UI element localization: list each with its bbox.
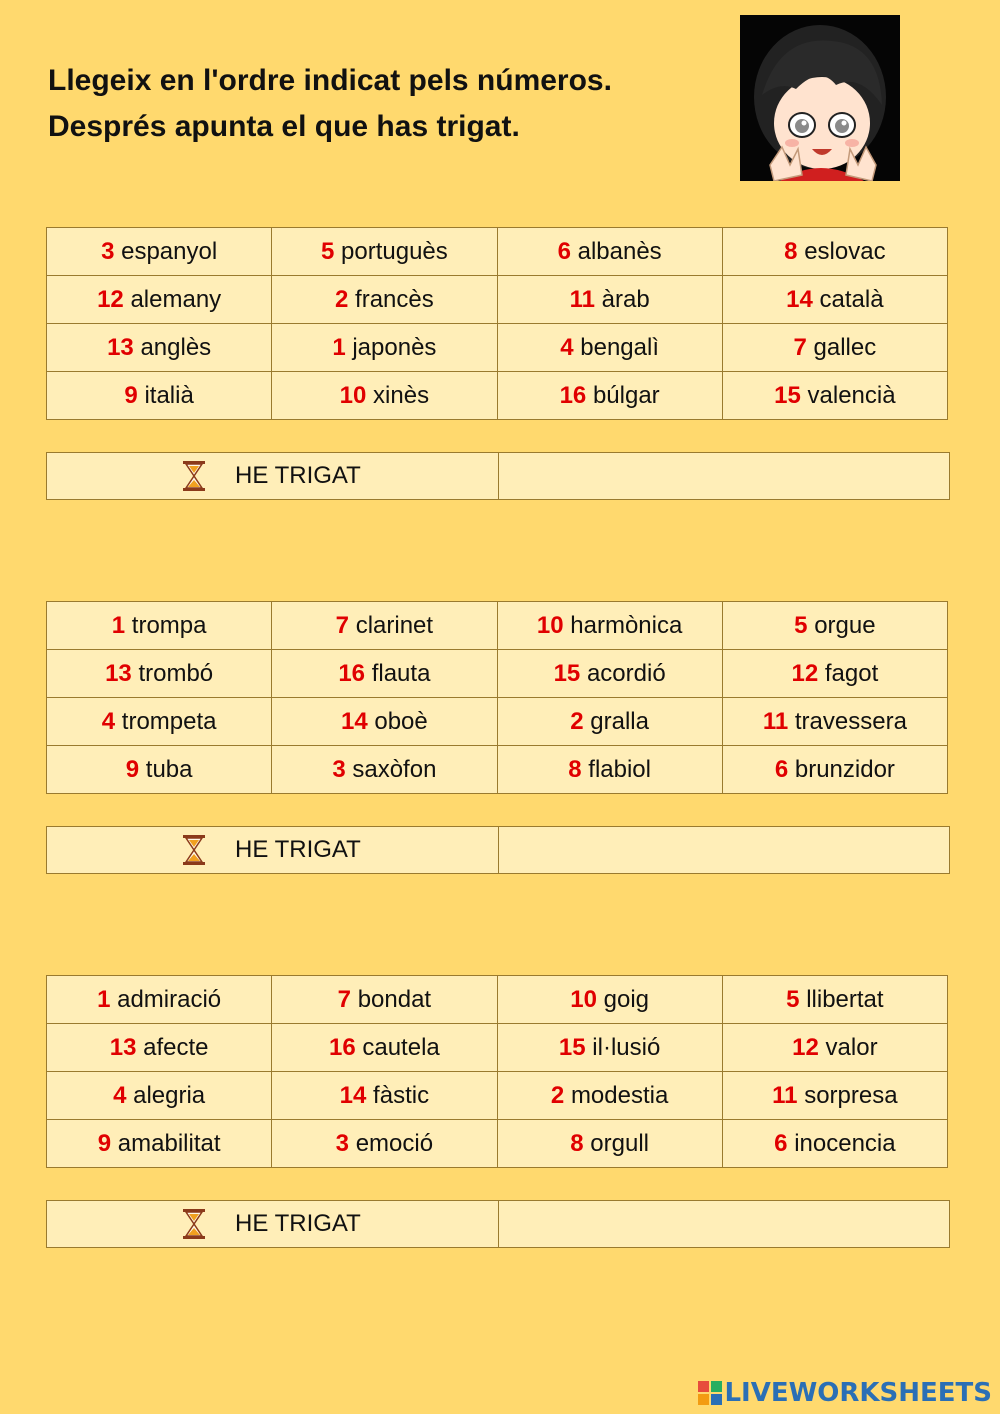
order-number: 3 [335, 1129, 350, 1157]
order-number: 15 [558, 1033, 586, 1061]
order-number: 12 [97, 285, 124, 313]
word-text: tuba [145, 755, 193, 783]
word-cell [272, 746, 497, 794]
order-number: 7 [335, 611, 350, 639]
timer-label: HE TRIGAT [235, 462, 361, 489]
order-number: 6 [774, 755, 789, 783]
word-cell [722, 602, 947, 650]
word-cell [272, 1120, 497, 1168]
word-text: travessera [794, 707, 907, 735]
word-cell [722, 1024, 947, 1072]
word-text: valencià [807, 381, 896, 409]
order-number: 2 [550, 1081, 565, 1109]
order-number: 6 [557, 237, 571, 265]
order-number: 13 [105, 659, 132, 687]
word-cell [722, 976, 947, 1024]
word-grid-languages [46, 227, 948, 420]
word-text: modestia [570, 1081, 669, 1109]
word-cell [47, 228, 272, 276]
order-number: 7 [337, 985, 352, 1013]
word-text: harmònica [570, 611, 683, 639]
timer-label-cell [47, 827, 499, 873]
timer-label: HE TRIGAT [235, 836, 361, 863]
word-text: japonès [352, 333, 437, 361]
liveworksheets-logo-icon [698, 1381, 722, 1405]
order-number: 3 [332, 755, 346, 783]
order-number: 5 [786, 985, 800, 1013]
word-text: oboè [374, 707, 428, 735]
word-cell [47, 276, 272, 324]
order-number: 11 [762, 707, 789, 735]
order-number: 11 [772, 1081, 798, 1109]
order-number: 8 [568, 755, 582, 783]
word-text: amabilitat [117, 1129, 221, 1157]
word-cell [272, 698, 497, 746]
order-number: 16 [338, 659, 366, 687]
order-number: 16 [559, 381, 587, 409]
word-cell [272, 1024, 497, 1072]
word-cell [497, 1024, 722, 1072]
instructions-heading [48, 58, 612, 150]
order-number: 16 [328, 1033, 356, 1061]
word-cell [722, 746, 947, 794]
table-row [47, 976, 948, 1024]
word-cell [47, 650, 272, 698]
word-text: inocencia [794, 1129, 896, 1157]
table-row [47, 1120, 948, 1168]
table-row [47, 1024, 948, 1072]
order-number: 9 [97, 1129, 112, 1157]
word-text: goig [603, 985, 649, 1013]
word-text: anglès [140, 333, 212, 361]
order-number: 9 [125, 755, 140, 783]
word-text: trompeta [121, 707, 217, 735]
word-text: fagot [824, 659, 879, 687]
order-number: 4 [101, 707, 116, 735]
order-number: 14 [786, 285, 813, 313]
word-text: orgue [814, 611, 876, 639]
word-cell [722, 276, 947, 324]
table-row [47, 650, 948, 698]
table-row [47, 602, 948, 650]
instruction-line-1: Llegeix en l'ordre indicat pels números. [48, 64, 612, 97]
word-cell [722, 228, 947, 276]
order-number: 5 [794, 611, 808, 639]
table-row [47, 228, 948, 276]
word-text: albanès [577, 237, 662, 265]
word-text: saxòfon [352, 755, 437, 783]
word-text: acordió [586, 659, 666, 687]
timer-row-languages [46, 452, 950, 500]
order-number: 2 [570, 707, 584, 735]
word-text: flauta [371, 659, 431, 687]
word-text: portuguès [341, 237, 448, 265]
word-text: trompa [131, 611, 207, 639]
word-cell [47, 746, 272, 794]
word-cell [47, 1120, 272, 1168]
word-cell [722, 698, 947, 746]
word-text: bengalì [580, 333, 660, 361]
order-number: 1 [332, 333, 346, 361]
order-number: 3 [101, 237, 115, 265]
order-number: 2 [335, 285, 349, 313]
word-cell [272, 976, 497, 1024]
word-cell [47, 372, 272, 420]
timer-label: HE TRIGAT [235, 1210, 361, 1237]
word-text: afecte [143, 1033, 209, 1061]
word-text: emoció [355, 1129, 434, 1157]
avatar [740, 15, 900, 181]
order-number: 11 [569, 285, 595, 313]
order-number: 14 [340, 707, 368, 735]
word-cell [47, 976, 272, 1024]
word-cell [497, 698, 722, 746]
order-number: 10 [570, 985, 597, 1013]
word-text: català [819, 285, 884, 313]
word-text: brunzidor [794, 755, 895, 783]
order-number: 14 [339, 1081, 367, 1109]
order-number: 8 [570, 1129, 584, 1157]
word-cell [722, 1120, 947, 1168]
order-number: 4 [113, 1081, 127, 1109]
table-row [47, 372, 948, 420]
hourglass-icon [181, 1208, 207, 1240]
word-cell [272, 372, 497, 420]
word-cell [722, 372, 947, 420]
hourglass-icon [181, 460, 207, 492]
word-text: bondat [357, 985, 432, 1013]
word-cell [497, 650, 722, 698]
word-text: búlgar [592, 381, 660, 409]
word-grid-emotions [46, 975, 948, 1168]
word-text: alemany [130, 285, 222, 313]
order-number: 12 [791, 659, 819, 687]
word-cell [272, 1072, 497, 1120]
order-number: 1 [97, 985, 111, 1013]
word-text: clarinet [355, 611, 434, 639]
timer-row-emotions [46, 1200, 950, 1248]
table-row [47, 1072, 948, 1120]
word-text: valor [825, 1033, 878, 1061]
order-number: 13 [109, 1033, 137, 1061]
word-cell [497, 276, 722, 324]
word-grid-instruments [46, 601, 948, 794]
timer-label-cell [47, 1201, 499, 1247]
word-text: gralla [590, 707, 649, 735]
order-number: 1 [111, 611, 126, 639]
word-text: cautela [362, 1033, 440, 1061]
word-text: eslovac [804, 237, 886, 265]
word-cell [497, 324, 722, 372]
timer-answer-field[interactable] [499, 1201, 949, 1247]
word-text: llibertat [806, 985, 884, 1013]
word-text: trombó [138, 659, 214, 687]
word-text: flabiol [588, 755, 651, 783]
table-row [47, 276, 948, 324]
word-text: alegria [133, 1081, 206, 1109]
word-cell [497, 228, 722, 276]
word-text: espanyol [121, 237, 218, 265]
order-number: 8 [784, 237, 798, 265]
word-cell [722, 324, 947, 372]
order-number: 10 [536, 611, 564, 639]
footer-brand: LIVEWORKSHEETS [724, 1378, 992, 1408]
word-cell [47, 698, 272, 746]
table-row [47, 698, 948, 746]
order-number: 9 [124, 381, 138, 409]
table-row [47, 324, 948, 372]
word-cell [722, 650, 947, 698]
order-number: 12 [792, 1033, 819, 1061]
word-cell [497, 1120, 722, 1168]
timer-answer-field[interactable] [499, 827, 949, 873]
word-cell [47, 602, 272, 650]
word-text: gallec [813, 333, 877, 361]
word-cell [497, 1072, 722, 1120]
word-cell [47, 1072, 272, 1120]
word-cell [272, 276, 497, 324]
word-text: sorpresa [804, 1081, 898, 1109]
word-cell [47, 324, 272, 372]
word-cell [47, 1024, 272, 1072]
order-number: 15 [774, 381, 801, 409]
timer-answer-field[interactable] [499, 453, 949, 499]
liveworksheets-footer [698, 1378, 992, 1408]
avatar-illustration [740, 15, 900, 181]
hourglass-icon [181, 834, 207, 866]
word-text: xinès [373, 381, 430, 409]
timer-row-instruments [46, 826, 950, 874]
order-number: 6 [774, 1129, 788, 1157]
word-cell [272, 228, 497, 276]
word-cell [272, 602, 497, 650]
word-text: àrab [601, 285, 650, 313]
word-cell [497, 372, 722, 420]
word-text: orgull [590, 1129, 649, 1157]
word-text: admiració [117, 985, 222, 1013]
timer-label-cell [47, 453, 499, 499]
order-number: 15 [553, 659, 581, 687]
order-number: 7 [793, 333, 807, 361]
order-number: 4 [560, 333, 574, 361]
word-text: italià [144, 381, 194, 409]
table-row [47, 746, 948, 794]
word-cell [497, 746, 722, 794]
word-cell [497, 976, 722, 1024]
word-text: fàstic [373, 1081, 430, 1109]
word-cell [272, 650, 497, 698]
word-cell [497, 602, 722, 650]
instruction-line-2: Després apunta el que has trigat. [48, 110, 520, 143]
word-cell [272, 324, 497, 372]
order-number: 5 [320, 237, 335, 265]
word-cell [722, 1072, 947, 1120]
word-text: francès [355, 285, 434, 313]
order-number: 10 [339, 381, 367, 409]
word-text: il·lusió [592, 1033, 661, 1061]
order-number: 13 [107, 333, 134, 361]
